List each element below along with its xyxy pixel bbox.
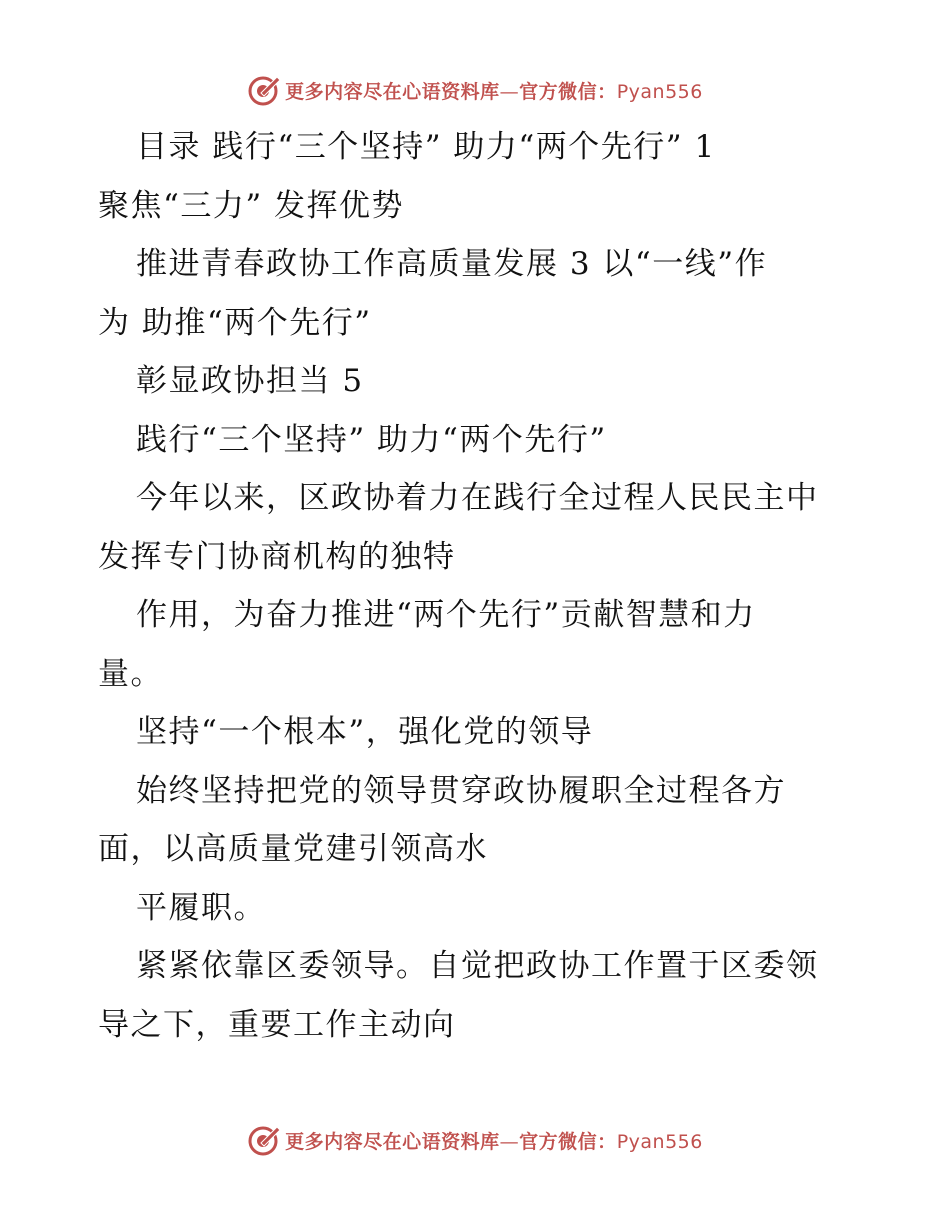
text-line: 今年以来，区政协着力在践行全过程人民民主中 (136, 480, 819, 516)
text-line: 践行“三个坚持” 助力“两个先行” (136, 421, 607, 458)
banner-label: 官方微信： (519, 1130, 617, 1153)
banner-text (285, 77, 703, 104)
text-line: 量。 (98, 655, 163, 692)
text-line: 紧紧依靠区委领导。自觉把政协工作置于区委领 (136, 948, 819, 984)
text-line: 为 助推“两个先行” (98, 304, 372, 341)
banner-label: 官方微信： (519, 80, 617, 103)
pen-logo-icon (247, 1123, 281, 1157)
text-line: 坚持“一个根本”，强化党的领导 (136, 714, 594, 750)
banner-wechat-id: Pyan556 (616, 80, 703, 103)
banner-wechat-id: Pyan556 (616, 1130, 703, 1153)
text-line: 作用，为奋力推进“两个先行”贡献智慧和力 (136, 597, 756, 633)
text-line: 目录 践行“三个坚持” 助力“两个先行” 1 (136, 129, 716, 165)
banner-text (285, 1127, 703, 1154)
document-body (98, 118, 858, 1054)
banner-prefix: 更多内容尽在心语资料库 (285, 80, 500, 103)
pen-logo-icon (247, 73, 281, 107)
text-line: 聚焦“三力” 发挥优势 (98, 187, 405, 224)
text-line: 平履职。 (136, 889, 266, 926)
text-line: 彰显政协担当 5 (136, 363, 364, 399)
text-line: 推进青春政协工作高质量发展 3 以“一线”作 (136, 246, 768, 282)
text-line: 导之下，重要工作主动向 (98, 1006, 456, 1043)
header-banner (0, 70, 950, 110)
banner-prefix: 更多内容尽在心语资料库 (285, 1130, 500, 1153)
text-line: 发挥专门协商机构的独特 (98, 538, 456, 575)
text-line: 始终坚持把党的领导贯穿政协履职全过程各方 (136, 772, 786, 809)
banner-dash: — (499, 1130, 520, 1153)
banner-dash: — (499, 80, 520, 103)
footer-banner (0, 1120, 950, 1160)
text-line: 面，以高质量党建引领高水 (98, 831, 488, 867)
